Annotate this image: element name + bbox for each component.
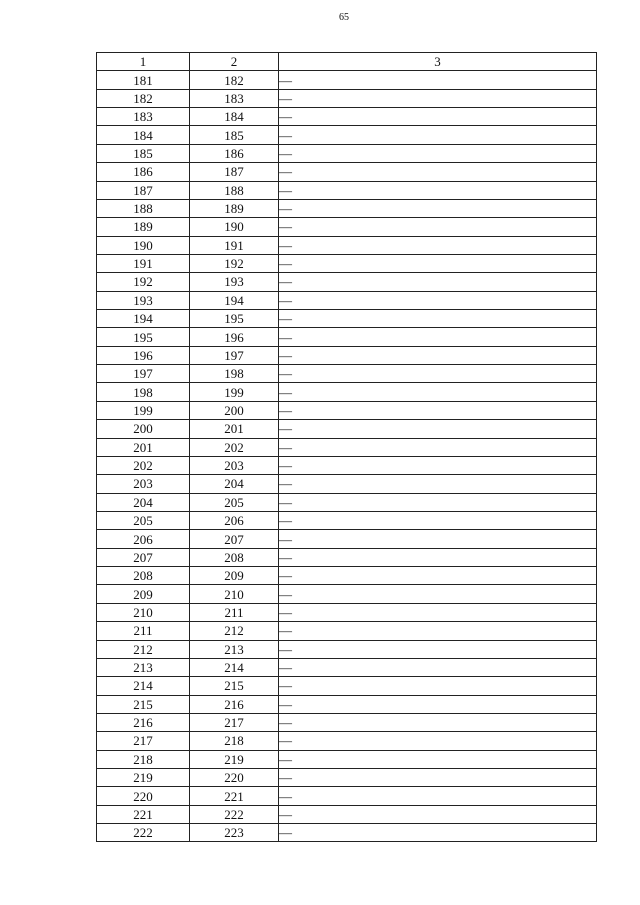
table-row [97, 805, 597, 823]
table-cell-col-3: — [279, 548, 597, 566]
table-body [97, 71, 597, 842]
table-cell-col-1: 221 [97, 805, 190, 823]
table-cell-col-3: — [279, 273, 597, 291]
table-cell-col-3: — [279, 750, 597, 768]
table-cell-col-1: 209 [97, 585, 190, 603]
table-cell-col-3: — [279, 89, 597, 107]
table-cell-col-1: 192 [97, 273, 190, 291]
table-cell-col-1: 189 [97, 218, 190, 236]
table-row [97, 236, 597, 254]
table-cell-col-2: 197 [190, 346, 279, 364]
table-cell-col-3: — [279, 199, 597, 217]
table-row [97, 475, 597, 493]
table-cell-col-2: 211 [190, 603, 279, 621]
table-row [97, 328, 597, 346]
table-cell-col-3: — [279, 732, 597, 750]
table-cell-col-1: 215 [97, 695, 190, 713]
table-cell-col-1: 218 [97, 750, 190, 768]
table-cell-col-3: — [279, 310, 597, 328]
table-cell-col-3: — [279, 126, 597, 144]
table-cell-col-3: — [279, 438, 597, 456]
table-cell-col-2: 216 [190, 695, 279, 713]
table-cell-col-2: 218 [190, 732, 279, 750]
table-row [97, 108, 597, 126]
table-cell-col-3: — [279, 511, 597, 529]
table-cell-col-2: 191 [190, 236, 279, 254]
table-cell-col-1: 217 [97, 732, 190, 750]
table-cell-col-1: 181 [97, 71, 190, 89]
table-cell-col-1: 220 [97, 787, 190, 805]
table-cell-col-3: — [279, 456, 597, 474]
table-cell-col-3: — [279, 805, 597, 823]
table-cell-col-1: 207 [97, 548, 190, 566]
table-cell-col-3: — [279, 365, 597, 383]
table-cell-col-2: 187 [190, 163, 279, 181]
table-cell-col-1: 183 [97, 108, 190, 126]
table-cell-col-3: — [279, 695, 597, 713]
table-cell-col-1: 187 [97, 181, 190, 199]
document-table [96, 52, 597, 842]
table-cell-col-2: 204 [190, 475, 279, 493]
table-cell-col-2: 190 [190, 218, 279, 236]
table-cell-col-2: 184 [190, 108, 279, 126]
table-cell-col-3: — [279, 677, 597, 695]
table-cell-col-2: 223 [190, 824, 279, 842]
table-row [97, 787, 597, 805]
table-cell-col-1: 193 [97, 291, 190, 309]
table-row [97, 585, 597, 603]
table-cell-col-3: — [279, 603, 597, 621]
table-header-row [97, 53, 597, 71]
table-cell-col-1: 190 [97, 236, 190, 254]
table-row [97, 511, 597, 529]
table-cell-col-3: — [279, 530, 597, 548]
table-cell-col-2: 219 [190, 750, 279, 768]
table-cell-col-2: 192 [190, 254, 279, 272]
table-cell-col-2: 220 [190, 769, 279, 787]
table-cell-col-1: 216 [97, 713, 190, 731]
table-cell-col-2: 193 [190, 273, 279, 291]
table-cell-col-3: — [279, 383, 597, 401]
table-cell-col-2: 213 [190, 640, 279, 658]
table-row [97, 456, 597, 474]
table-cell-col-1: 213 [97, 658, 190, 676]
table-row [97, 603, 597, 621]
page-number: 65 [339, 12, 349, 23]
table-cell-col-2: 195 [190, 310, 279, 328]
table-row [97, 713, 597, 731]
table-row [97, 493, 597, 511]
table-cell-col-1: 203 [97, 475, 190, 493]
table-cell-col-2: 188 [190, 181, 279, 199]
table-row [97, 677, 597, 695]
table-cell-col-1: 204 [97, 493, 190, 511]
table-row [97, 640, 597, 658]
table-cell-col-2: 201 [190, 420, 279, 438]
table-row [97, 622, 597, 640]
table-row [97, 769, 597, 787]
table-cell-col-1: 195 [97, 328, 190, 346]
table-cell-col-1: 194 [97, 310, 190, 328]
table-row [97, 218, 597, 236]
table-cell-col-3: — [279, 163, 597, 181]
table-cell-col-3: — [279, 585, 597, 603]
table-cell-col-3: — [279, 328, 597, 346]
table-cell-col-2: 210 [190, 585, 279, 603]
table-cell-col-2: 215 [190, 677, 279, 695]
table-cell-col-1: 211 [97, 622, 190, 640]
table-row [97, 346, 597, 364]
table-cell-col-2: 202 [190, 438, 279, 456]
table-cell-col-3: — [279, 622, 597, 640]
table-row [97, 658, 597, 676]
table-row [97, 567, 597, 585]
table-row [97, 310, 597, 328]
table-cell-col-3: — [279, 71, 597, 89]
table-cell-col-2: 203 [190, 456, 279, 474]
table-row [97, 824, 597, 842]
table-row [97, 181, 597, 199]
table-cell-col-3: — [279, 218, 597, 236]
table-cell-col-1: 199 [97, 401, 190, 419]
table-cell-col-1: 186 [97, 163, 190, 181]
table-cell-col-2: 217 [190, 713, 279, 731]
table-row [97, 273, 597, 291]
column-header-2: 2 [190, 53, 279, 71]
table-cell-col-2: 205 [190, 493, 279, 511]
table-cell-col-2: 206 [190, 511, 279, 529]
table-cell-col-3: — [279, 567, 597, 585]
table-cell-col-1: 191 [97, 254, 190, 272]
table-cell-col-2: 199 [190, 383, 279, 401]
table-row [97, 365, 597, 383]
table-row [97, 71, 597, 89]
table-cell-col-2: 182 [190, 71, 279, 89]
table-row [97, 163, 597, 181]
table-cell-col-3: — [279, 493, 597, 511]
table-cell-col-1: 201 [97, 438, 190, 456]
table-cell-col-3: — [279, 401, 597, 419]
table-cell-col-2: 200 [190, 401, 279, 419]
table-cell-col-3: — [279, 769, 597, 787]
table-cell-col-1: 200 [97, 420, 190, 438]
table-row [97, 438, 597, 456]
table-cell-col-3: — [279, 787, 597, 805]
table-row [97, 126, 597, 144]
table-cell-col-1: 212 [97, 640, 190, 658]
table-cell-col-2: 212 [190, 622, 279, 640]
table-cell-col-2: 186 [190, 144, 279, 162]
table-cell-col-2: 196 [190, 328, 279, 346]
table-cell-col-1: 219 [97, 769, 190, 787]
table-cell-col-1: 196 [97, 346, 190, 364]
table-row [97, 291, 597, 309]
table-cell-col-2: 208 [190, 548, 279, 566]
table-cell-col-1: 188 [97, 199, 190, 217]
table-cell-col-2: 185 [190, 126, 279, 144]
table-cell-col-3: — [279, 713, 597, 731]
table-cell-col-3: — [279, 420, 597, 438]
table-row [97, 89, 597, 107]
table-row [97, 144, 597, 162]
table-cell-col-3: — [279, 181, 597, 199]
table-cell-col-3: — [279, 824, 597, 842]
table-cell-col-3: — [279, 254, 597, 272]
column-header-3: 3 [279, 53, 597, 71]
table-cell-col-1: 222 [97, 824, 190, 842]
table-cell-col-2: 222 [190, 805, 279, 823]
table-row [97, 401, 597, 419]
table-row [97, 420, 597, 438]
table-cell-col-3: — [279, 658, 597, 676]
table-cell-col-2: 194 [190, 291, 279, 309]
table-row [97, 383, 597, 401]
table-cell-col-2: 214 [190, 658, 279, 676]
table-cell-col-3: — [279, 236, 597, 254]
column-header-1: 1 [97, 53, 190, 71]
table-cell-col-1: 202 [97, 456, 190, 474]
table-cell-col-2: 183 [190, 89, 279, 107]
table-row [97, 199, 597, 217]
table-cell-col-1: 210 [97, 603, 190, 621]
table-cell-col-3: — [279, 108, 597, 126]
table-cell-col-1: 198 [97, 383, 190, 401]
table-cell-col-3: — [279, 640, 597, 658]
table-cell-col-1: 206 [97, 530, 190, 548]
table-row [97, 695, 597, 713]
table-cell-col-2: 221 [190, 787, 279, 805]
table-cell-col-1: 184 [97, 126, 190, 144]
table-cell-col-1: 182 [97, 89, 190, 107]
table-cell-col-2: 198 [190, 365, 279, 383]
table-cell-col-1: 205 [97, 511, 190, 529]
table-row [97, 732, 597, 750]
table-cell-col-3: — [279, 475, 597, 493]
table-cell-col-1: 214 [97, 677, 190, 695]
table-cell-col-3: — [279, 291, 597, 309]
table-cell-col-2: 207 [190, 530, 279, 548]
table-cell-col-1: 208 [97, 567, 190, 585]
table-cell-col-1: 197 [97, 365, 190, 383]
table-row [97, 254, 597, 272]
table-cell-col-3: — [279, 346, 597, 364]
table-row [97, 548, 597, 566]
table-cell-col-2: 189 [190, 199, 279, 217]
table-cell-col-2: 209 [190, 567, 279, 585]
table-row [97, 530, 597, 548]
table-row [97, 750, 597, 768]
table-cell-col-3: — [279, 144, 597, 162]
table-cell-col-1: 185 [97, 144, 190, 162]
